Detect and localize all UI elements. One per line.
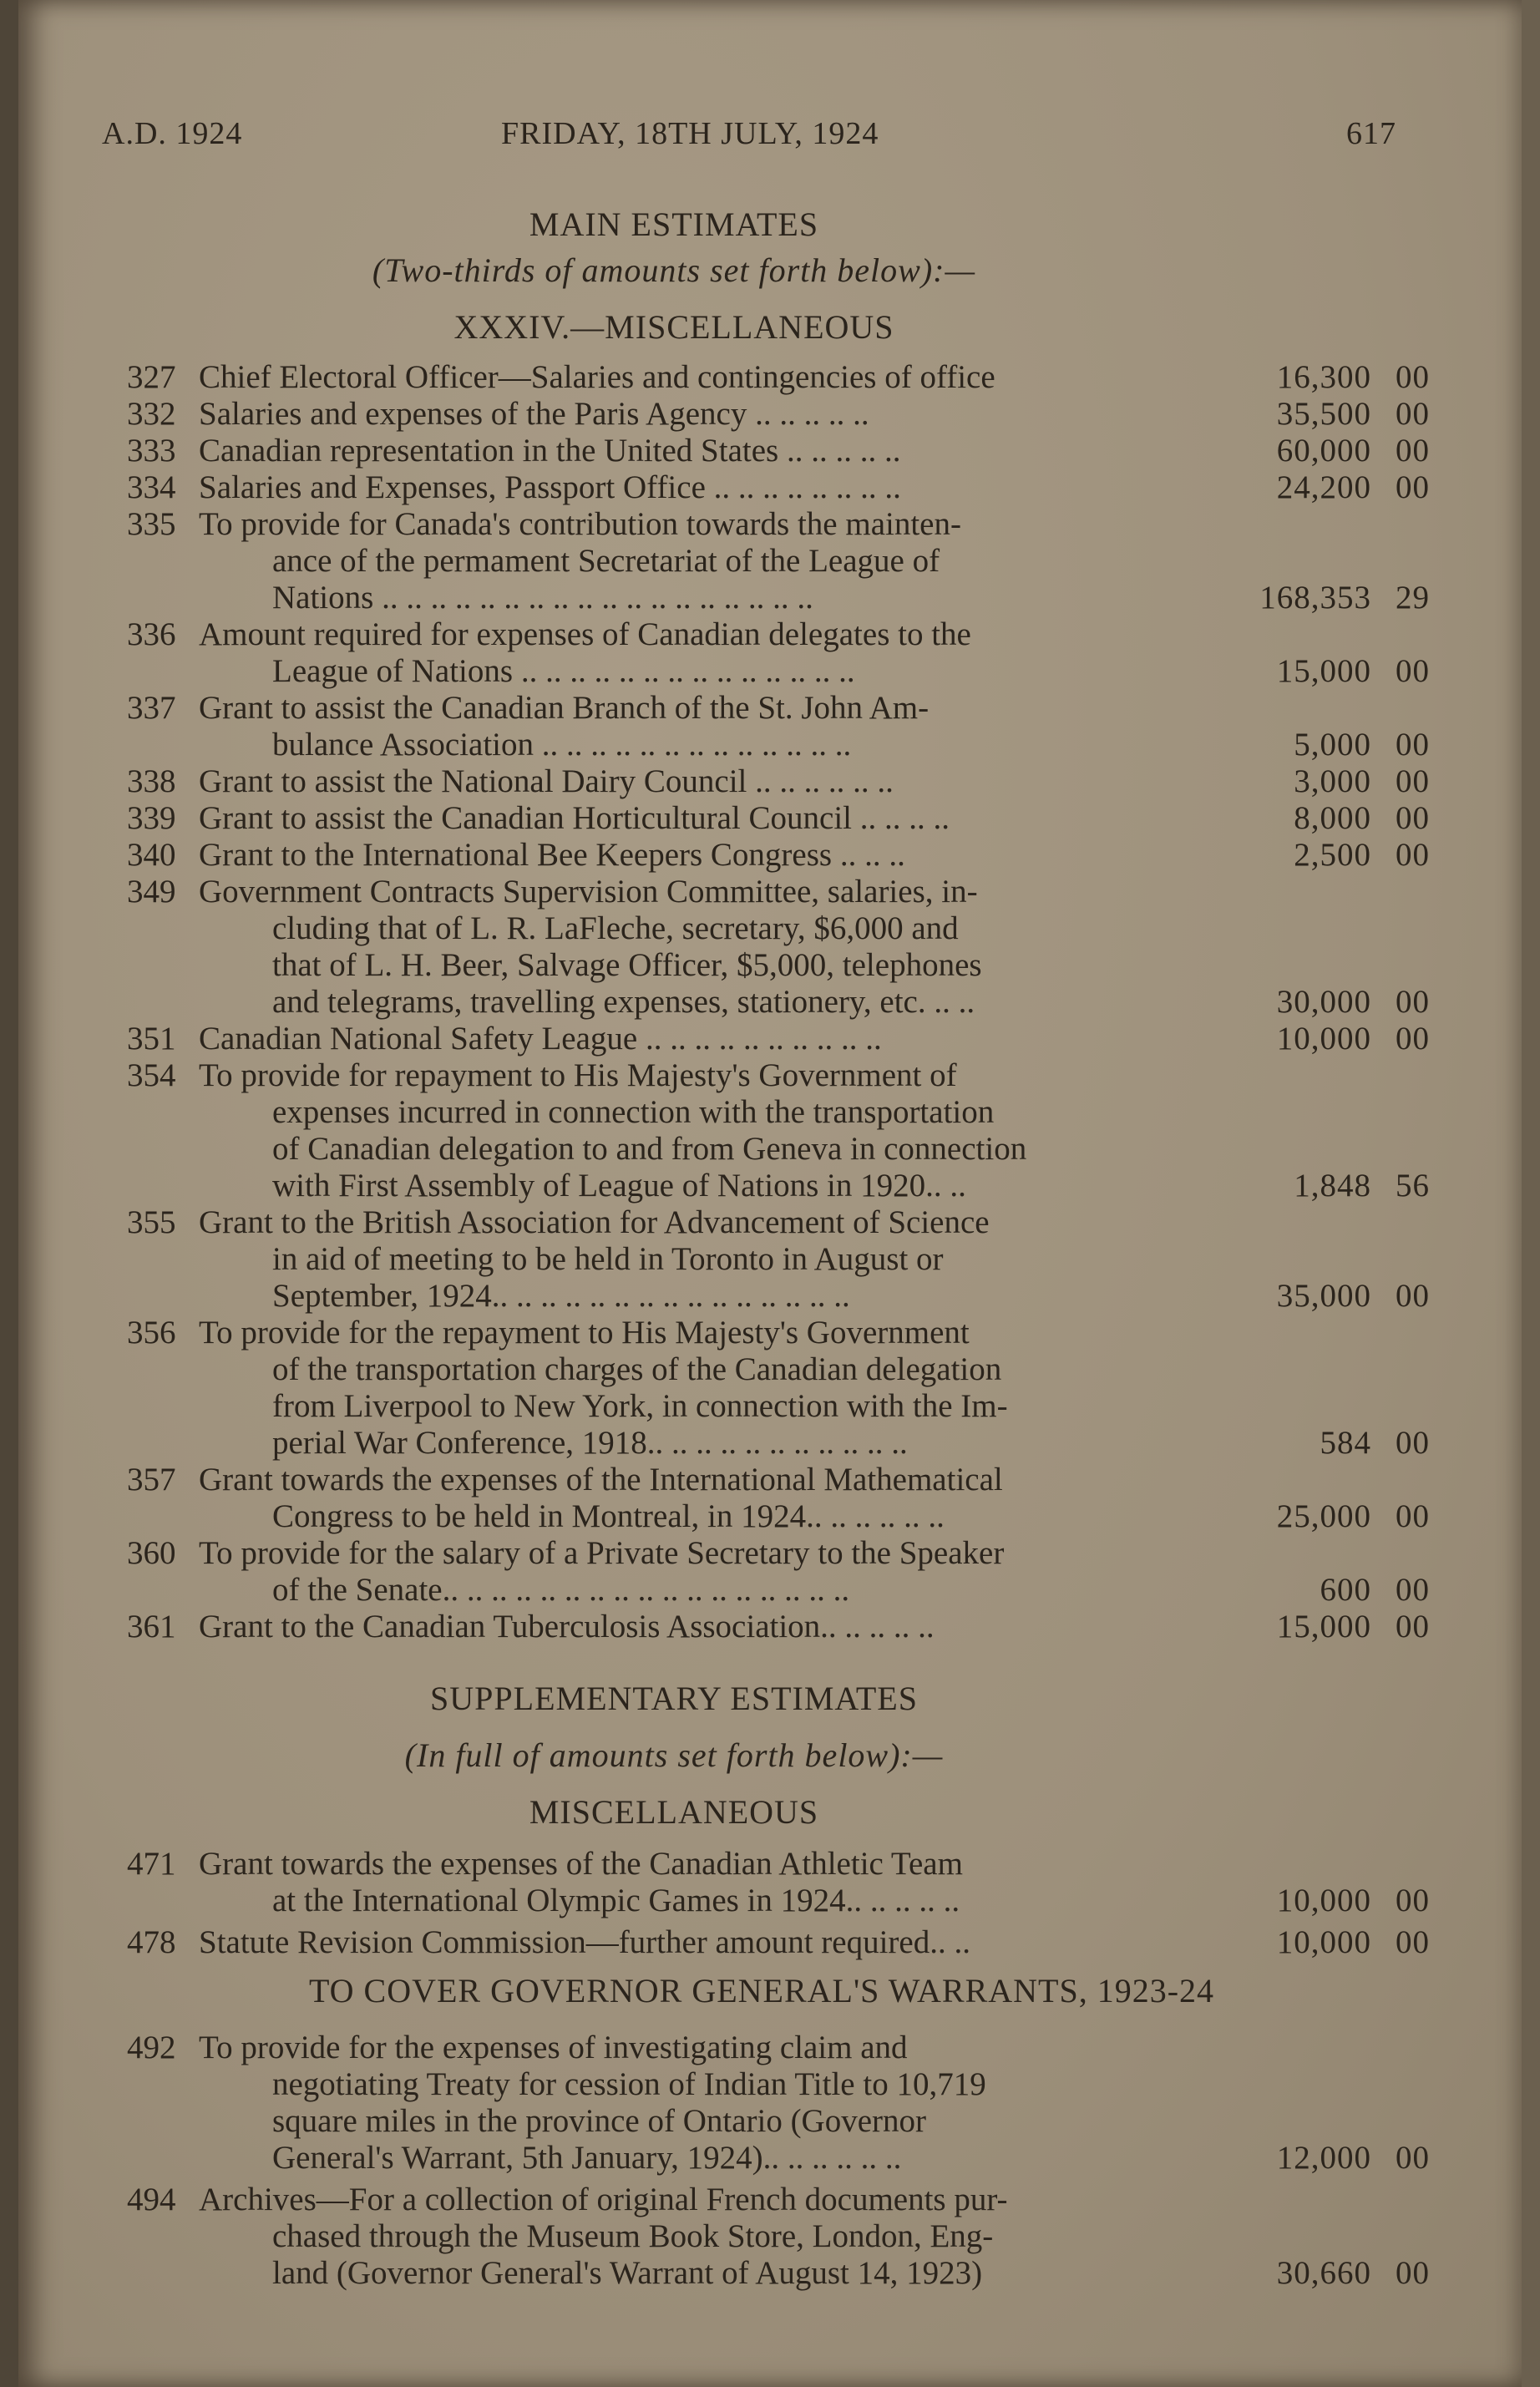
estimate-item	[127, 800, 1430, 837]
description-line: of the Senate.. .. .. .. .. .. .. .. .. .. .. .. .. .. .. .. ..	[272, 1572, 850, 1608]
description-line: To provide for repayment to His Majesty's Government of	[199, 1057, 957, 1093]
amount-cents: 00	[1396, 396, 1430, 432]
item-amount	[1213, 1021, 1430, 1057]
item-number: 339	[127, 800, 176, 836]
item-description	[199, 1204, 1268, 1315]
amount-cents: 00	[1396, 800, 1430, 836]
description-line: Grant to assist the Canadian Horticultural Council .. .. .. ..	[199, 800, 950, 836]
description-line: cluding that of L. R. LaFleche, secretary, $6,000 and	[272, 910, 959, 946]
amount-cents: 00	[1396, 1278, 1430, 1314]
amount-dollars: 10,000	[1276, 1924, 1371, 1960]
amount-dollars: 168,353	[1259, 580, 1371, 616]
description-line: To provide for the expenses of investigating claim and	[199, 2030, 908, 2065]
estimate-item	[127, 1535, 1430, 1609]
item-description	[199, 1846, 1268, 1919]
amount-cents: 56	[1396, 1168, 1430, 1204]
item-description	[199, 1057, 1268, 1204]
item-number: 327	[127, 359, 176, 395]
description-line: To provide for Canada's contribution towards the mainten-	[199, 506, 961, 542]
description-line: Canadian representation in the United States .. .. .. .. ..	[199, 433, 901, 469]
amount-dollars: 5,000	[1294, 727, 1371, 763]
amount-dollars: 1,848	[1294, 1168, 1371, 1204]
description-line: that of L. H. Beer, Salvage Officer, $5,000, telephones	[272, 947, 982, 983]
item-description	[199, 763, 1268, 800]
description-line: negotiating Treaty for cession of Indian Title to 10,719	[272, 2066, 986, 2102]
item-description	[199, 800, 1268, 837]
amount-dollars: 35,000	[1276, 1278, 1371, 1314]
description-line: from Liverpool to New York, in connection with the Im-	[272, 1388, 1008, 1424]
item-description	[199, 690, 1268, 763]
amount-cents: 00	[1396, 2140, 1430, 2176]
main-section-heading: XXXIV.—MISCELLANEOUS	[453, 308, 894, 346]
item-description	[199, 469, 1268, 506]
item-amount	[1213, 433, 1430, 469]
description-line: bulance Association .. .. .. .. .. .. .. .. .. .. .. .. ..	[272, 727, 852, 763]
item-number: 478	[127, 1924, 176, 1960]
main-estimates-title: MAIN ESTIMATES	[529, 205, 819, 243]
book-gutter	[0, 0, 18, 2387]
amount-dollars: 15,000	[1276, 653, 1371, 689]
item-description	[199, 1021, 1268, 1057]
main-estimates-subtitle: (Two-thirds of amounts set forth below):—	[372, 251, 976, 289]
item-number: 360	[127, 1535, 176, 1571]
item-number: 337	[127, 690, 176, 726]
supplementary-estimates-title: SUPPLEMENTARY ESTIMATES	[430, 1680, 918, 1717]
description-line: To provide for the salary of a Private Secretary to the Speaker	[199, 1535, 1005, 1571]
amount-cents: 00	[1396, 727, 1430, 763]
item-amount	[1213, 2140, 1430, 2177]
item-amount	[1213, 580, 1430, 616]
item-amount	[1213, 1278, 1430, 1315]
item-number: 332	[127, 396, 176, 432]
amount-cents: 00	[1396, 1572, 1430, 1608]
supplementary-estimates-subtitle: (In full of amounts set forth below):—	[404, 1736, 944, 1774]
description-line: Congress to be held in Montreal, in 1924.. .. .. .. .. ..	[272, 1498, 945, 1534]
description-line: Archives—For a collection of original French documents pur-	[199, 2182, 1008, 2217]
item-amount	[1213, 1609, 1430, 1645]
amount-dollars: 24,200	[1276, 469, 1371, 505]
description-line: Grant to the British Association for Advancement of Science	[199, 1204, 990, 1240]
item-amount	[1213, 1883, 1430, 1919]
item-description	[199, 1609, 1268, 1645]
description-line: square miles in the province of Ontario (Governor	[272, 2103, 927, 2139]
running-head-year: A.D. 1924	[102, 116, 243, 151]
description-line: of Canadian delegation to and from Geneva in connection	[272, 1131, 1027, 1167]
item-description	[199, 433, 1268, 469]
item-number: 354	[127, 1057, 176, 1093]
estimate-item	[127, 616, 1430, 690]
estimate-item	[127, 1021, 1430, 1057]
item-number: 471	[127, 1846, 176, 1882]
amount-cents: 00	[1396, 653, 1430, 689]
estimate-item	[127, 433, 1430, 469]
amount-dollars: 35,500	[1276, 396, 1371, 432]
item-description	[199, 837, 1268, 874]
description-line: Salaries and expenses of the Paris Agency .. .. .. .. ..	[199, 396, 869, 432]
amount-dollars: 25,000	[1276, 1498, 1371, 1534]
amount-dollars: 10,000	[1276, 1883, 1371, 1918]
amount-cents: 00	[1396, 1425, 1430, 1461]
amount-dollars: 3,000	[1294, 763, 1371, 799]
item-description	[199, 1462, 1268, 1535]
item-number: 361	[127, 1609, 176, 1645]
amount-cents: 00	[1396, 1609, 1430, 1645]
item-description	[199, 359, 1268, 396]
item-description	[199, 1924, 1268, 1961]
description-line: in aid of meeting to be held in Toronto in August or	[272, 1241, 944, 1277]
item-amount	[1213, 469, 1430, 506]
item-amount	[1213, 800, 1430, 837]
item-number: 335	[127, 506, 176, 542]
item-description	[199, 2182, 1268, 2292]
amount-cents: 00	[1396, 1924, 1430, 1960]
item-amount	[1213, 1168, 1430, 1204]
document-page	[18, 0, 1522, 2387]
item-amount	[1213, 727, 1430, 763]
amount-cents: 00	[1396, 359, 1430, 395]
item-description	[199, 1315, 1268, 1462]
estimate-item	[127, 1462, 1430, 1535]
estimate-item	[127, 2030, 1430, 2177]
amount-cents: 00	[1396, 433, 1430, 469]
estimate-item	[127, 837, 1430, 874]
item-amount	[1213, 837, 1430, 874]
item-amount	[1213, 1924, 1430, 1961]
amount-cents: 00	[1396, 1498, 1430, 1534]
item-number: 494	[127, 2182, 176, 2217]
description-line: Grant to the Canadian Tuberculosis Association.. .. .. .. ..	[199, 1609, 935, 1645]
amount-dollars: 600	[1320, 1572, 1371, 1608]
amount-dollars: 12,000	[1276, 2140, 1371, 2176]
estimate-item	[127, 1204, 1430, 1315]
item-amount	[1213, 2255, 1430, 2292]
item-number: 333	[127, 433, 176, 469]
item-amount	[1213, 653, 1430, 690]
item-amount	[1213, 1498, 1430, 1535]
amount-dollars: 30,000	[1276, 984, 1371, 1020]
amount-cents: 00	[1396, 2255, 1430, 2291]
item-amount	[1213, 1572, 1430, 1609]
item-number: 340	[127, 837, 176, 873]
estimate-item	[127, 1057, 1430, 1204]
description-line: Grant towards the expenses of the Canadian Athletic Team	[199, 1846, 963, 1882]
description-line: Canadian National Safety League .. .. .. .. .. .. .. .. .. ..	[199, 1021, 882, 1057]
description-line: Government Contracts Supervision Committee, salaries, in-	[199, 874, 978, 910]
amount-cents: 00	[1396, 837, 1430, 873]
amount-dollars: 8,000	[1294, 800, 1371, 836]
item-description	[199, 616, 1268, 690]
item-amount	[1213, 763, 1430, 800]
amount-dollars: 2,500	[1294, 837, 1371, 873]
amount-dollars: 16,300	[1276, 359, 1371, 395]
item-amount	[1213, 1425, 1430, 1462]
description-line: land (Governor General's Warrant of August 14, 1923)	[272, 2255, 983, 2291]
description-line: League of Nations .. .. .. .. .. .. .. .. .. .. .. .. .. ..	[272, 653, 855, 689]
description-line: perial War Conference, 1918.. .. .. .. .. .. .. .. .. .. ..	[272, 1425, 908, 1461]
item-number: 334	[127, 469, 176, 505]
item-description	[199, 396, 1268, 433]
item-number: 356	[127, 1315, 176, 1351]
amount-dollars: 15,000	[1276, 1609, 1371, 1645]
supplementary-section-heading: MISCELLANEOUS	[529, 1793, 819, 1831]
page-number: 617	[1346, 116, 1396, 151]
item-amount	[1213, 359, 1430, 396]
amount-cents: 29	[1396, 580, 1430, 616]
description-line: Salaries and Expenses, Passport Office .. .. .. .. .. .. .. ..	[199, 469, 901, 505]
estimate-item	[127, 690, 1430, 763]
estimate-item	[127, 2182, 1430, 2292]
description-line: of the transportation charges of the Canadian delegation	[272, 1351, 1002, 1387]
amount-cents: 00	[1396, 984, 1430, 1020]
estimate-item	[127, 396, 1430, 433]
description-line: September, 1924.. .. .. .. .. .. .. .. .. .. .. .. .. .. ..	[272, 1278, 850, 1314]
description-line: Nations .. .. .. .. .. .. .. .. .. .. .. .. .. .. .. .. .. ..	[272, 580, 813, 616]
description-line: Grant towards the expenses of the International Mathematical	[199, 1462, 1003, 1498]
description-line: at the International Olympic Games in 1924.. .. .. .. ..	[272, 1883, 960, 1918]
amount-dollars: 584	[1320, 1425, 1371, 1461]
estimate-item	[127, 763, 1430, 800]
amount-dollars: 30,660	[1276, 2255, 1371, 2291]
item-description	[199, 2030, 1268, 2177]
amount-cents: 00	[1396, 1021, 1430, 1057]
amount-dollars: 60,000	[1276, 433, 1371, 469]
item-number: 355	[127, 1204, 176, 1240]
description-line: General's Warrant, 5th January, 1924).. .. .. .. .. ..	[272, 2140, 902, 2176]
estimate-item	[127, 1609, 1430, 1645]
description-line: ance of the permament Secretariat of the League of	[272, 543, 940, 579]
item-description	[199, 874, 1268, 1021]
item-number: 357	[127, 1462, 176, 1498]
amount-cents: 00	[1396, 763, 1430, 799]
description-line: To provide for the repayment to His Majesty's Government	[199, 1315, 970, 1351]
description-line: expenses incurred in connection with the transportation	[272, 1094, 995, 1130]
estimate-item	[127, 1924, 1430, 1961]
description-line: Chief Electoral Officer—Salaries and contingencies of office	[199, 359, 995, 395]
description-line: Grant to assist the National Dairy Council .. .. .. .. .. ..	[199, 763, 894, 799]
amount-dollars: 10,000	[1276, 1021, 1371, 1057]
item-number: 338	[127, 763, 176, 799]
item-number: 336	[127, 616, 176, 652]
estimate-item	[127, 1315, 1430, 1462]
amount-cents: 00	[1396, 469, 1430, 505]
estimate-item	[127, 359, 1430, 396]
description-line: Grant to the International Bee Keepers Congress .. .. ..	[199, 837, 905, 873]
item-number: 492	[127, 2030, 176, 2065]
estimate-item	[127, 469, 1430, 506]
warrants-section-heading: TO COVER GOVERNOR GENERAL'S WARRANTS, 1923-24	[308, 1972, 1215, 2009]
amount-cents: 00	[1396, 1883, 1430, 1918]
running-head-date: FRIDAY, 18TH JULY, 1924	[501, 116, 879, 151]
estimate-item	[127, 1846, 1430, 1919]
description-line: chased through the Museum Book Store, London, Eng-	[272, 2218, 994, 2254]
item-number: 349	[127, 874, 176, 910]
description-line: Statute Revision Commission—further amount required.. ..	[199, 1924, 970, 1960]
description-line: Amount required for expenses of Canadian delegates to the	[199, 616, 971, 652]
description-line: and telegrams, travelling expenses, stationery, etc. .. ..	[272, 984, 975, 1020]
item-description	[199, 506, 1268, 616]
item-description	[199, 1535, 1268, 1609]
item-number: 351	[127, 1021, 176, 1057]
estimate-item	[127, 506, 1430, 616]
description-line: Grant to assist the Canadian Branch of the St. John Am-	[199, 690, 930, 726]
item-amount	[1213, 984, 1430, 1021]
item-amount	[1213, 396, 1430, 433]
estimate-item	[127, 874, 1430, 1021]
description-line: with First Assembly of League of Nations in 1920.. ..	[272, 1168, 966, 1204]
